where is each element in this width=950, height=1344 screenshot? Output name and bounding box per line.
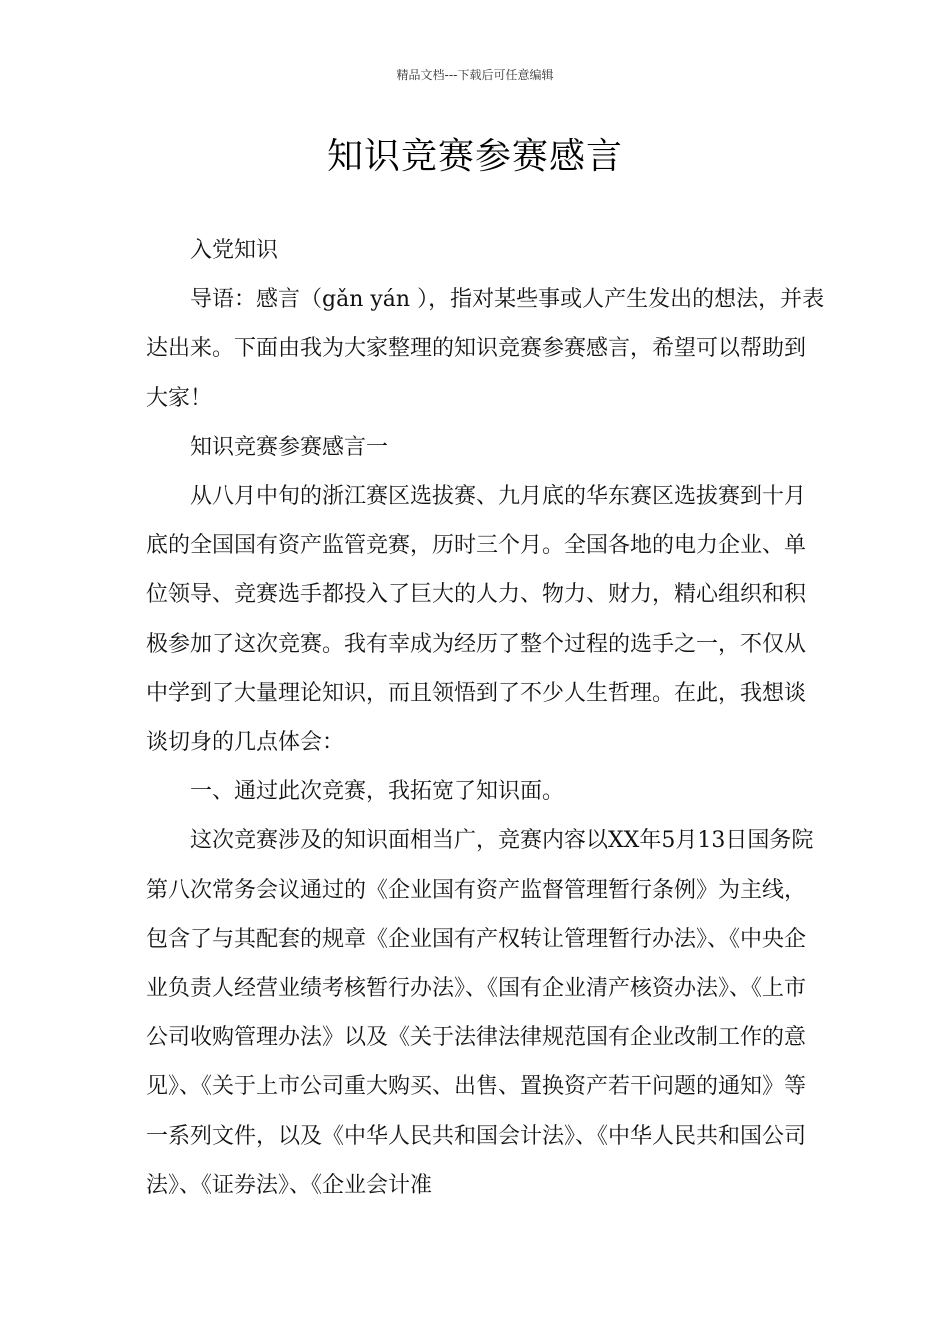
document-title: 知识竞赛参赛感言	[326, 136, 623, 177]
paragraph-body: 从八月中旬的浙江赛区选拔赛、九月底的华东赛区选拔赛到十月底的全国国有资产监管竞赛，历时三个月。全国各地的电力企业、单位领导、竞赛选手都投入了巨大的人力、物力、财力，精心组织和积极参加了这次竞赛。我有幸成为经历了整个过程的选手之一，不仅从中学到了大量理论知识，而且领悟到了不少人生哲理。在此，我想谈谈切身的几点体会：	[146, 484, 807, 756]
document-body	[146, 226, 826, 1210]
paragraph-intro: 导语：感言（gǎn yán ），指对某些事或人产生发出的想法，并表达出来。下面由我为大家整理的知识竞赛参赛感言，希望可以帮助到大家！	[146, 287, 825, 411]
paragraph-category: 入党知识	[190, 238, 279, 263]
section-heading: 知识竞赛参赛感言一	[190, 434, 389, 460]
paragraph-body: 这次竞赛涉及的知识面相当广，竞赛内容以XX年5月13日国务院第八次常务会议通过的《企业国有资产监督管理暂行条例》为主线，包含了与其配套的规章《企业国有产权转让管理暂行办法》、《中央企业负责人经营业绩考核暂行办法》、《国有企业清产核资办法》、《上市公司收购管理办法》以及《关于法律法律规范国有企业改制工作的意见》、《关于上市公司重大购买、出售、置换资产若干问题的通知》等一系列文件，以及《中华人民共和国会计法》、《中华人民共和国公司法》、《证券法》、《企业会计准	[146, 828, 814, 1198]
point-heading: 一、通过此次竞赛，我拓宽了知识面。	[190, 779, 565, 805]
header-note: 精品文档---下载后可任意编辑	[396, 68, 554, 82]
